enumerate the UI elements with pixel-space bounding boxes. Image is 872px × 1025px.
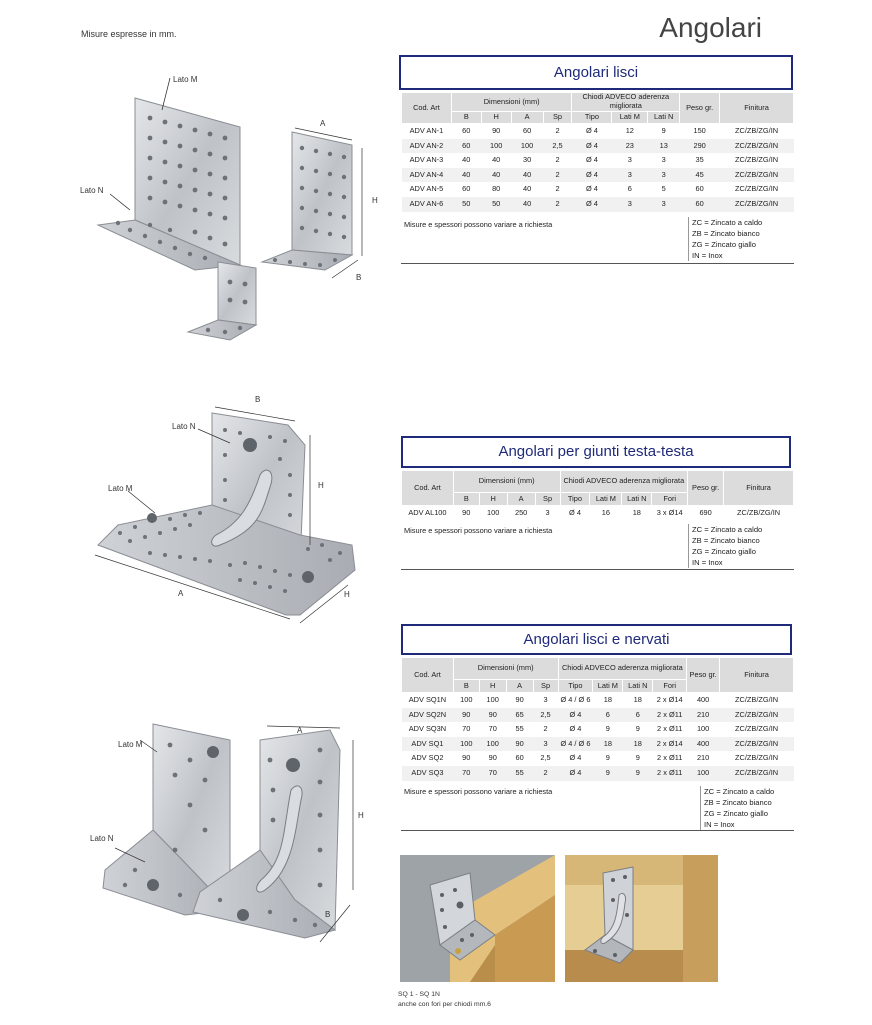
table-row (402, 708, 794, 723)
table-cell: Ø 4 (572, 197, 612, 212)
subheader: Lati M (612, 112, 648, 124)
table-cell: 100 (479, 737, 506, 752)
finish-legend (688, 524, 762, 568)
subheader: Tipo (560, 493, 590, 506)
table-cell: ADV AN-3 (409, 155, 444, 165)
table-cell: 2,5 (543, 139, 572, 154)
table-cell: ADV SQ1 (402, 737, 454, 752)
label-lato-n: Lato N (80, 186, 104, 195)
label-lato-n: Lato N (172, 422, 196, 431)
table-cell: 3 (545, 508, 550, 517)
header-cod-art: Cod. Art (402, 93, 452, 124)
finish-legend (700, 786, 774, 830)
table-cell: 210 (687, 708, 720, 723)
subheader: Fori (653, 680, 687, 693)
table-cell: 3 (543, 695, 548, 704)
table-row (402, 182, 794, 197)
table-cell: 2 (555, 126, 560, 135)
photo-bracket-on-wood-2 (565, 855, 718, 982)
caption-line: anche con fori per chiodi mm.6 (398, 1001, 491, 1008)
table-cell: 70 (453, 766, 479, 781)
table-cell: 2 (543, 168, 572, 183)
subheader: Lati N (623, 680, 653, 693)
table-cell: 250 (514, 508, 528, 517)
label-dim-h: H (318, 481, 324, 490)
table-row (402, 139, 794, 154)
table-cell: 100 (453, 737, 479, 752)
divider (401, 569, 794, 570)
legend-item: ZG = Zincato giallo (692, 547, 756, 556)
header-peso: Peso gr. (687, 658, 720, 693)
subheader: H (481, 112, 511, 124)
subheader: Sp (533, 680, 558, 693)
table-cell: 2 x Ø14 (656, 695, 683, 704)
table-cell: ZC/ZB/ZG/IN (734, 695, 779, 704)
table-cell: ZC/ZB/ZG/IN (734, 155, 779, 165)
table-cell: 2 (555, 155, 560, 165)
label-dim-h: H (372, 196, 378, 205)
table-cell: 9 (635, 724, 640, 734)
table-cell: 100 (687, 766, 720, 781)
page-title: Angolari (659, 12, 762, 43)
measurement-note: Misure espresse in mm. (81, 29, 177, 39)
subheader: Sp (543, 112, 572, 124)
variation-note: Misure e spessori possono variare a richiesta (404, 787, 553, 796)
subheader: A (507, 493, 535, 506)
subheader: B (453, 493, 479, 506)
table-cell: 18 (633, 695, 642, 704)
table-cell: Ø 4 (572, 139, 612, 154)
table-cell: Ø 4 (569, 508, 581, 517)
header-dimensioni: Dimensioni (mm) (451, 93, 572, 112)
table-cell: 2,5 (533, 708, 558, 723)
table-cell: 40 (481, 168, 511, 183)
variation-note: Misure e spessori possono variare a richiesta (404, 526, 553, 535)
table-lisci-nervati (401, 657, 794, 781)
label-dim-a: A (178, 589, 184, 598)
subheader: Lati N (622, 493, 652, 506)
table-cell: Ø 4 (572, 168, 612, 183)
plain-angle-brackets-illustration (90, 70, 390, 350)
subheader: Sp (535, 493, 560, 506)
table-cell: 210 (696, 753, 710, 763)
table-cell: 3 (627, 155, 632, 165)
legend-item: ZB = Zincato bianco (692, 229, 760, 238)
divider (401, 830, 794, 831)
caption-line: SQ 1 - SQ 1N (398, 991, 440, 998)
table-cell: ADV AN-6 (402, 197, 452, 212)
table-cell: 2 (543, 197, 572, 212)
label-dim-b: B (356, 273, 362, 282)
table-cell: 100 (460, 695, 473, 704)
label-dim-a: A (320, 119, 326, 128)
table-cell: 2 x Ø11 (657, 753, 683, 763)
legend-item: ZC = Zincato a caldo (692, 218, 763, 227)
table-cell: ADV AN-4 (402, 168, 452, 183)
table-cell: 40 (511, 168, 543, 183)
table-cell: 3 x Ø14 (656, 508, 683, 517)
table-cell: 3 (612, 168, 648, 183)
subheader: Fori (652, 493, 688, 506)
table-cell: 90 (462, 508, 471, 517)
header-cod-art: Cod. Art (402, 658, 454, 693)
table-cell: 6 (627, 184, 632, 194)
header-peso: Peso gr. (688, 471, 724, 506)
table-cell: ZC/ZB/ZG/IN (734, 724, 779, 734)
table-cell: 9 (623, 766, 653, 781)
header-peso: Peso gr. (680, 93, 720, 124)
subheader: Tipo (572, 112, 612, 124)
legend-item: IN = Inox (704, 820, 735, 829)
table-cell: 60 (515, 753, 524, 763)
table-cell: 50 (481, 197, 511, 212)
table-cell: 100 (481, 139, 511, 154)
table-row (402, 737, 794, 752)
table-cell: 2 (543, 724, 548, 734)
table-row (402, 722, 794, 737)
table-cell: 12 (625, 126, 634, 135)
section-title-giunti-testa-testa: Angolari per giunti testa-testa (401, 436, 791, 468)
section-title-lisci-nervati: Angolari lisci e nervati (401, 624, 792, 655)
table-cell: ADV SQ2 (411, 753, 444, 763)
table-cell: ZC/ZB/ZG/IN (734, 126, 779, 135)
table-cell: 3 (533, 737, 558, 752)
table-cell: 2 x Ø11 (657, 724, 683, 734)
label-dim-b: B (255, 395, 261, 404)
table-cell: 5 (661, 184, 666, 194)
table-cell: ADV AL100 (408, 508, 447, 517)
table-cell: 2 x Ø11 (653, 766, 687, 781)
table-cell: 9 (605, 753, 610, 763)
photo-bracket-on-wood-1 (400, 855, 555, 982)
table-cell: 35 (695, 155, 704, 165)
table-body (402, 693, 794, 781)
table-cell: 40 (462, 155, 471, 165)
table-cell: 60 (451, 139, 481, 154)
legend-item: ZC = Zincato a caldo (704, 787, 775, 796)
table-giunti-testa-testa (401, 470, 794, 521)
table-row (402, 168, 794, 183)
table-cell: 100 (696, 724, 710, 734)
table-cell: 3 (648, 197, 680, 212)
table-angolari-lisci (401, 92, 794, 212)
legend-item: ZG = Zincato giallo (692, 240, 756, 249)
table-cell: ADV AN-2 (402, 139, 452, 154)
table-cell: 70 (488, 724, 497, 734)
table-cell: 55 (506, 766, 533, 781)
table-cell: 18 (623, 737, 653, 752)
legend-item: ZB = Zincato bianco (692, 536, 760, 545)
table-cell: 60 (695, 184, 704, 194)
table-row (402, 693, 794, 708)
table-cell: 40 (492, 155, 501, 165)
table-cell: 9 (635, 753, 640, 763)
table-cell: ADV AN-5 (409, 184, 444, 194)
table-cell: 40 (522, 184, 532, 194)
table-cell: 40 (511, 197, 543, 212)
subheader: Tipo (558, 680, 593, 693)
table-row (402, 751, 794, 766)
table-cell: 6 (623, 708, 653, 723)
subheader: Lati M (590, 493, 622, 506)
table-cell: 3 (661, 155, 666, 165)
table-cell: 3 (648, 168, 680, 183)
table-cell: Ø 4 (569, 724, 582, 734)
label-lato-n: Lato N (90, 834, 114, 843)
subheader: Lati N (648, 112, 680, 124)
table-cell: 100 (511, 139, 543, 154)
table-cell: Ø 4 (558, 766, 593, 781)
table-cell: 90 (488, 753, 497, 763)
table-row (402, 197, 794, 212)
legend-item: ZC = Zincato a caldo (692, 525, 763, 534)
table-cell: 2 (533, 766, 558, 781)
header-chiodi: Chiodi ADVECO aderenza migliorata (572, 93, 680, 112)
table-cell: Ø 4 / Ø 6 (560, 695, 591, 704)
header-chiodi: Chiodi ADVECO aderenza migliorata (558, 658, 687, 680)
table-cell: 65 (506, 708, 533, 723)
table-cell: 2 x Ø14 (653, 737, 687, 752)
table-cell: 18 (632, 508, 641, 517)
table-cell: ZC/ZB/ZG/IN (720, 139, 794, 154)
header-finitura: Finitura (720, 93, 794, 124)
table-cell: 30 (522, 155, 532, 165)
subheader: H (479, 493, 507, 506)
table-cell: ZC/ZB/ZG/IN (720, 197, 794, 212)
table-cell: 60 (462, 184, 471, 194)
table-cell: Ø 4 (585, 126, 598, 135)
table-row (402, 124, 794, 139)
table-cell: 70 (462, 724, 471, 734)
table-cell: 40 (451, 168, 481, 183)
divider (401, 263, 794, 264)
subheader: B (453, 680, 479, 693)
table-cell: 2 x Ø11 (653, 708, 687, 723)
legend-item: ZG = Zincato giallo (704, 809, 768, 818)
table-cell: 100 (486, 695, 499, 704)
table-cell: ZC/ZB/ZG/IN (734, 753, 779, 763)
table-cell: ZC/ZB/ZG/IN (720, 737, 794, 752)
table-cell: 18 (593, 737, 623, 752)
table-cell: 2 (555, 184, 560, 194)
table-cell: Ø 4 (558, 708, 593, 723)
table-cell: 150 (693, 126, 706, 135)
table-cell: 70 (479, 766, 506, 781)
header-finitura: Finitura (724, 471, 794, 506)
table-cell: 90 (515, 695, 524, 704)
table-cell: 90 (506, 737, 533, 752)
table-cell: 60 (680, 197, 720, 212)
table-cell: 18 (603, 695, 612, 704)
table-cell: ADV SQ2N (402, 708, 454, 723)
subheader: A (511, 112, 543, 124)
table-cell: 90 (479, 708, 506, 723)
table-cell: 3 (612, 197, 648, 212)
header-dimensioni: Dimensioni (mm) (453, 471, 560, 493)
table-body (402, 124, 794, 212)
table-cell: 400 (687, 737, 720, 752)
table-cell: 13 (648, 139, 680, 154)
variation-note: Misure e spessori possono variare a richiesta (404, 220, 553, 229)
label-dim-h: H (358, 811, 364, 820)
finish-legend (688, 217, 762, 261)
table-cell: Ø 4 (585, 155, 598, 165)
table-cell: 290 (680, 139, 720, 154)
label-dim-h: H (344, 590, 350, 599)
table-cell: 23 (612, 139, 648, 154)
table-cell: 45 (680, 168, 720, 183)
table-cell: 60 (462, 126, 471, 135)
table-cell: Ø 4 (569, 753, 582, 763)
header-chiodi: Chiodi ADVECO aderenza migliorata (560, 471, 688, 493)
table-cell: ADV SQ3 (402, 766, 454, 781)
table-cell: 16 (601, 508, 610, 517)
table-cell: 100 (487, 508, 500, 517)
table-cell: ZC/ZB/ZG/IN (736, 508, 781, 517)
table-cell: ZC/ZB/ZG/IN (720, 168, 794, 183)
table-row (402, 153, 794, 168)
table-cell: ZC/ZB/ZG/IN (720, 708, 794, 723)
table-row (402, 766, 794, 781)
legend-item: IN = Inox (692, 558, 723, 567)
table-cell: 400 (696, 695, 710, 704)
table-cell: ZC/ZB/ZG/IN (734, 184, 779, 194)
table-cell: 690 (699, 508, 712, 517)
subheader: B (451, 112, 481, 124)
table-cell: 90 (492, 126, 501, 135)
table-cell: 80 (492, 184, 501, 194)
section-title-angolari-lisci: Angolari lisci (399, 55, 793, 90)
table-cell: Ø 4 (585, 184, 598, 194)
table-cell: 9 (605, 724, 610, 734)
table-cell: 9 (661, 126, 666, 135)
label-dim-a: A (297, 726, 303, 735)
header-cod-art: Cod. Art (402, 471, 454, 506)
subheader: A (506, 680, 533, 693)
table-row (402, 506, 794, 521)
table-cell: 9 (593, 766, 623, 781)
head-to-head-bracket-illustration (90, 395, 380, 625)
header-dimensioni: Dimensioni (mm) (453, 658, 558, 680)
table-body (402, 506, 794, 521)
label-lato-m: Lato M (108, 484, 133, 493)
label-lato-m: Lato M (118, 740, 143, 749)
photo-caption (398, 990, 491, 1010)
table-cell: 55 (515, 724, 524, 734)
subheader: Lati M (593, 680, 623, 693)
label-dim-b: B (325, 910, 331, 919)
table-cell: ADV SQ3N (408, 724, 447, 734)
table-cell: 90 (462, 753, 471, 763)
table-cell: 50 (451, 197, 481, 212)
table-cell: 6 (593, 708, 623, 723)
legend-item: IN = Inox (692, 251, 723, 260)
table-cell: Ø 4 / Ø 6 (558, 737, 593, 752)
table-cell: ADV AN-1 (409, 126, 444, 135)
legend-item: ZB = Zincato bianco (704, 798, 772, 807)
ribbed-brackets-illustration (95, 720, 375, 945)
table-cell: 90 (453, 708, 479, 723)
table-cell: ADV SQ1N (408, 695, 447, 704)
label-lato-m: Lato M (173, 75, 198, 84)
table-cell: ZC/ZB/ZG/IN (720, 766, 794, 781)
table-cell: 2,5 (540, 753, 551, 763)
header-finitura: Finitura (720, 658, 794, 693)
subheader: H (479, 680, 506, 693)
table-cell: 60 (522, 126, 532, 135)
